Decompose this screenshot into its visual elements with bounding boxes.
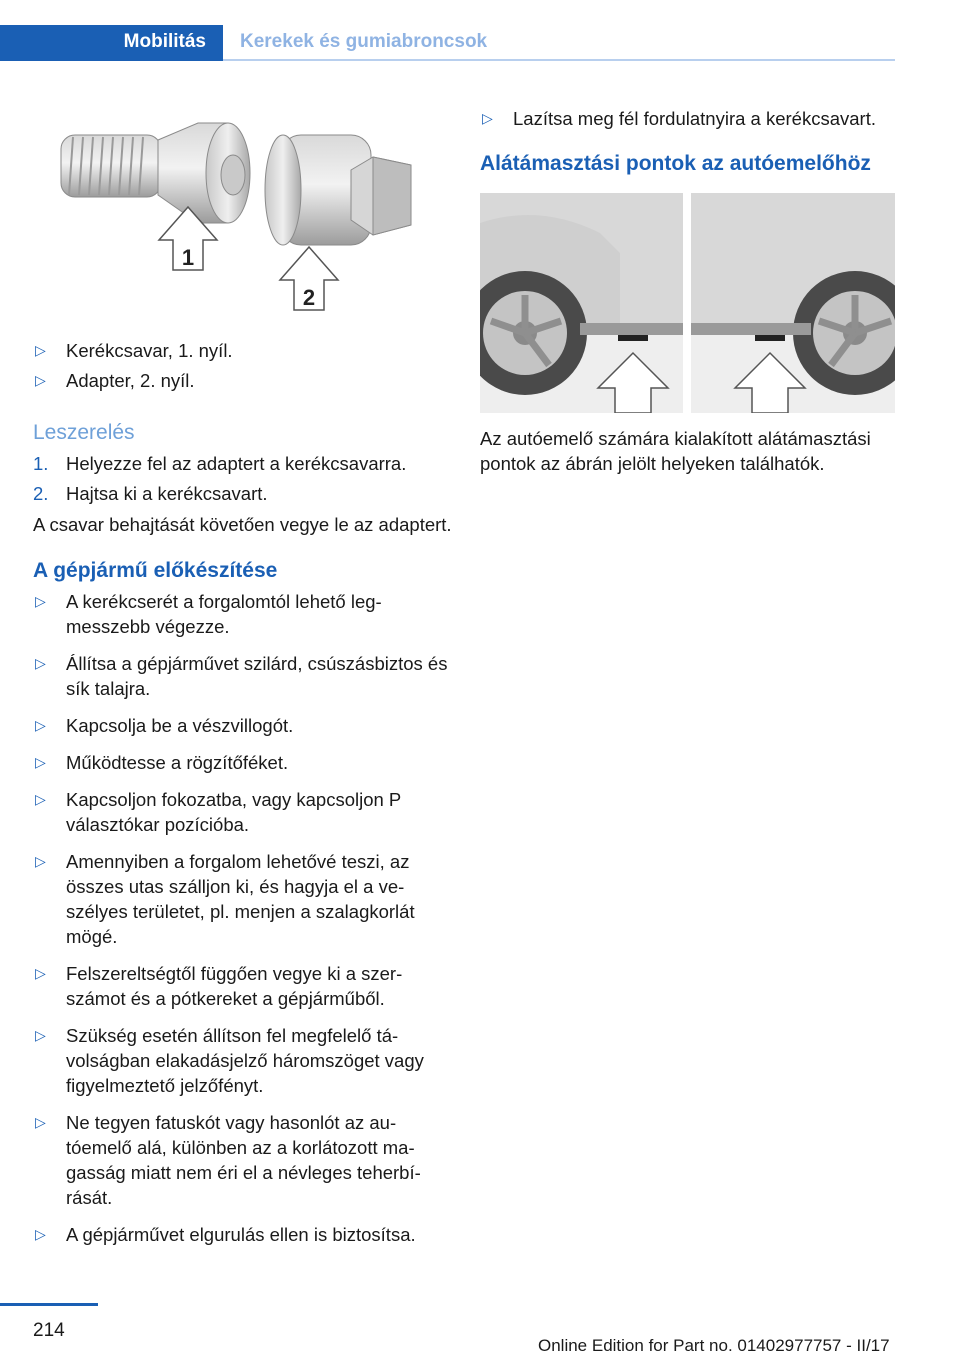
- list-item: ▷ Ne tegyen fatuskót vagy hasonlót az autóemelő alá, különben az a korlátozott magasság miatt nem éri el a névleges teherbírását.: [35, 1112, 421, 1208]
- list-item: ▷ Felszereltségtől függően vegye ki a szerszámot és a pótkereket a gépjárműből.: [35, 963, 403, 1009]
- removal-steps: [33, 451, 453, 506]
- step-number: 2.: [33, 483, 49, 504]
- triangle-right-icon: ▷: [35, 1226, 46, 1242]
- figure-label-2: 2: [302, 285, 316, 310]
- triangle-right-icon: ▷: [35, 853, 46, 869]
- list-item: ▷ A kerékcserét a forgalomtól lehető legmesszebb végezze.: [35, 591, 382, 637]
- left-column: [33, 95, 453, 1247]
- triangle-right-icon: ▷: [35, 754, 46, 770]
- list-item: ▷ Amennyiben a forgalom lehetővé teszi, az összes utas szálljon ki, és hagyja el a veszélyes területet, pl. menjen a szalagkorlát mögé.: [35, 851, 415, 947]
- jack-points-figure: [480, 193, 895, 413]
- triangle-right-icon: ▷: [35, 965, 46, 981]
- list-item: ▷ Kapcsolja be a vészvillogót.: [35, 715, 294, 736]
- header-section-tab: [0, 25, 223, 61]
- edition-note: Online Edition for Part no. 01402977757 - II/17: [538, 1336, 890, 1355]
- header-chapter-label: Kerekek és gumiabroncsok: [240, 31, 488, 52]
- footer-rule: [0, 1303, 98, 1306]
- triangle-right-icon: ▷: [482, 110, 493, 126]
- jack-points-caption: Az autóemelő számára kialakított alátámasztási pontok az ábrán jelölt helyeken találhatók.: [480, 428, 871, 474]
- list-item: ▷ Kerékcsavar, 1. nyíl.: [35, 340, 233, 361]
- header-rule: [223, 59, 895, 61]
- loosen-list: [480, 106, 900, 131]
- jack-points-illustration: [480, 193, 895, 413]
- triangle-right-icon: ▷: [35, 342, 46, 358]
- list-item: 2. Hajtsa ki a kerékcsavart.: [33, 483, 268, 504]
- list-item: ▷ A gépjárművet elgurulás ellen is biztosítsa.: [35, 1224, 416, 1245]
- list-item: ▷ Lazítsa meg fél fordulatnyira a kerékcsavart.: [482, 108, 876, 129]
- triangle-right-icon: ▷: [35, 655, 46, 671]
- removal-heading: Leszerelés: [33, 421, 135, 444]
- prep-heading: A gépjármű előkészítése: [33, 559, 278, 582]
- triangle-right-icon: ▷: [35, 1027, 46, 1043]
- list-item: ▷ Kapcsoljon fokozatba, vagy kapcsoljon P választókar pozícióba.: [35, 789, 401, 835]
- list-item: 1. Helyezze fel az adaptert a kerékcsavarra.: [33, 453, 407, 474]
- list-item: ▷ Működtesse a rögzítőféket.: [35, 752, 289, 773]
- list-item: ▷ Adapter, 2. nyíl.: [35, 370, 195, 391]
- triangle-right-icon: ▷: [35, 791, 46, 807]
- jack-points-heading: Alátámasztási pontok az autóemelőhöz: [480, 152, 871, 175]
- triangle-right-icon: ▷: [35, 593, 46, 609]
- figure-legend-list: [33, 338, 453, 393]
- triangle-right-icon: ▷: [35, 372, 46, 388]
- page-number: 214: [33, 1320, 65, 1341]
- list-item: ▷ Szükség esetén állítson fel megfelelő távolságban elakadásjelző háromszöget vagy figyelmeztető jelzőfényt.: [35, 1025, 424, 1096]
- triangle-right-icon: ▷: [35, 717, 46, 733]
- triangle-right-icon: ▷: [35, 1114, 46, 1130]
- step-number: 1.: [33, 453, 49, 474]
- prep-list: [33, 589, 453, 1247]
- wheel-bolt-illustration: [33, 95, 453, 325]
- list-item: ▷ Állítsa a gépjárművet szilárd, csúszásbiztos és sík talajra.: [35, 653, 448, 699]
- removal-note: A csavar behajtását követően vegye le az adaptert.: [33, 514, 452, 535]
- figure-label-1: 1: [181, 245, 195, 270]
- wheel-bolt-figure: [33, 95, 453, 325]
- right-column: [480, 95, 900, 476]
- header-section-label: Mobilitás: [123, 31, 206, 52]
